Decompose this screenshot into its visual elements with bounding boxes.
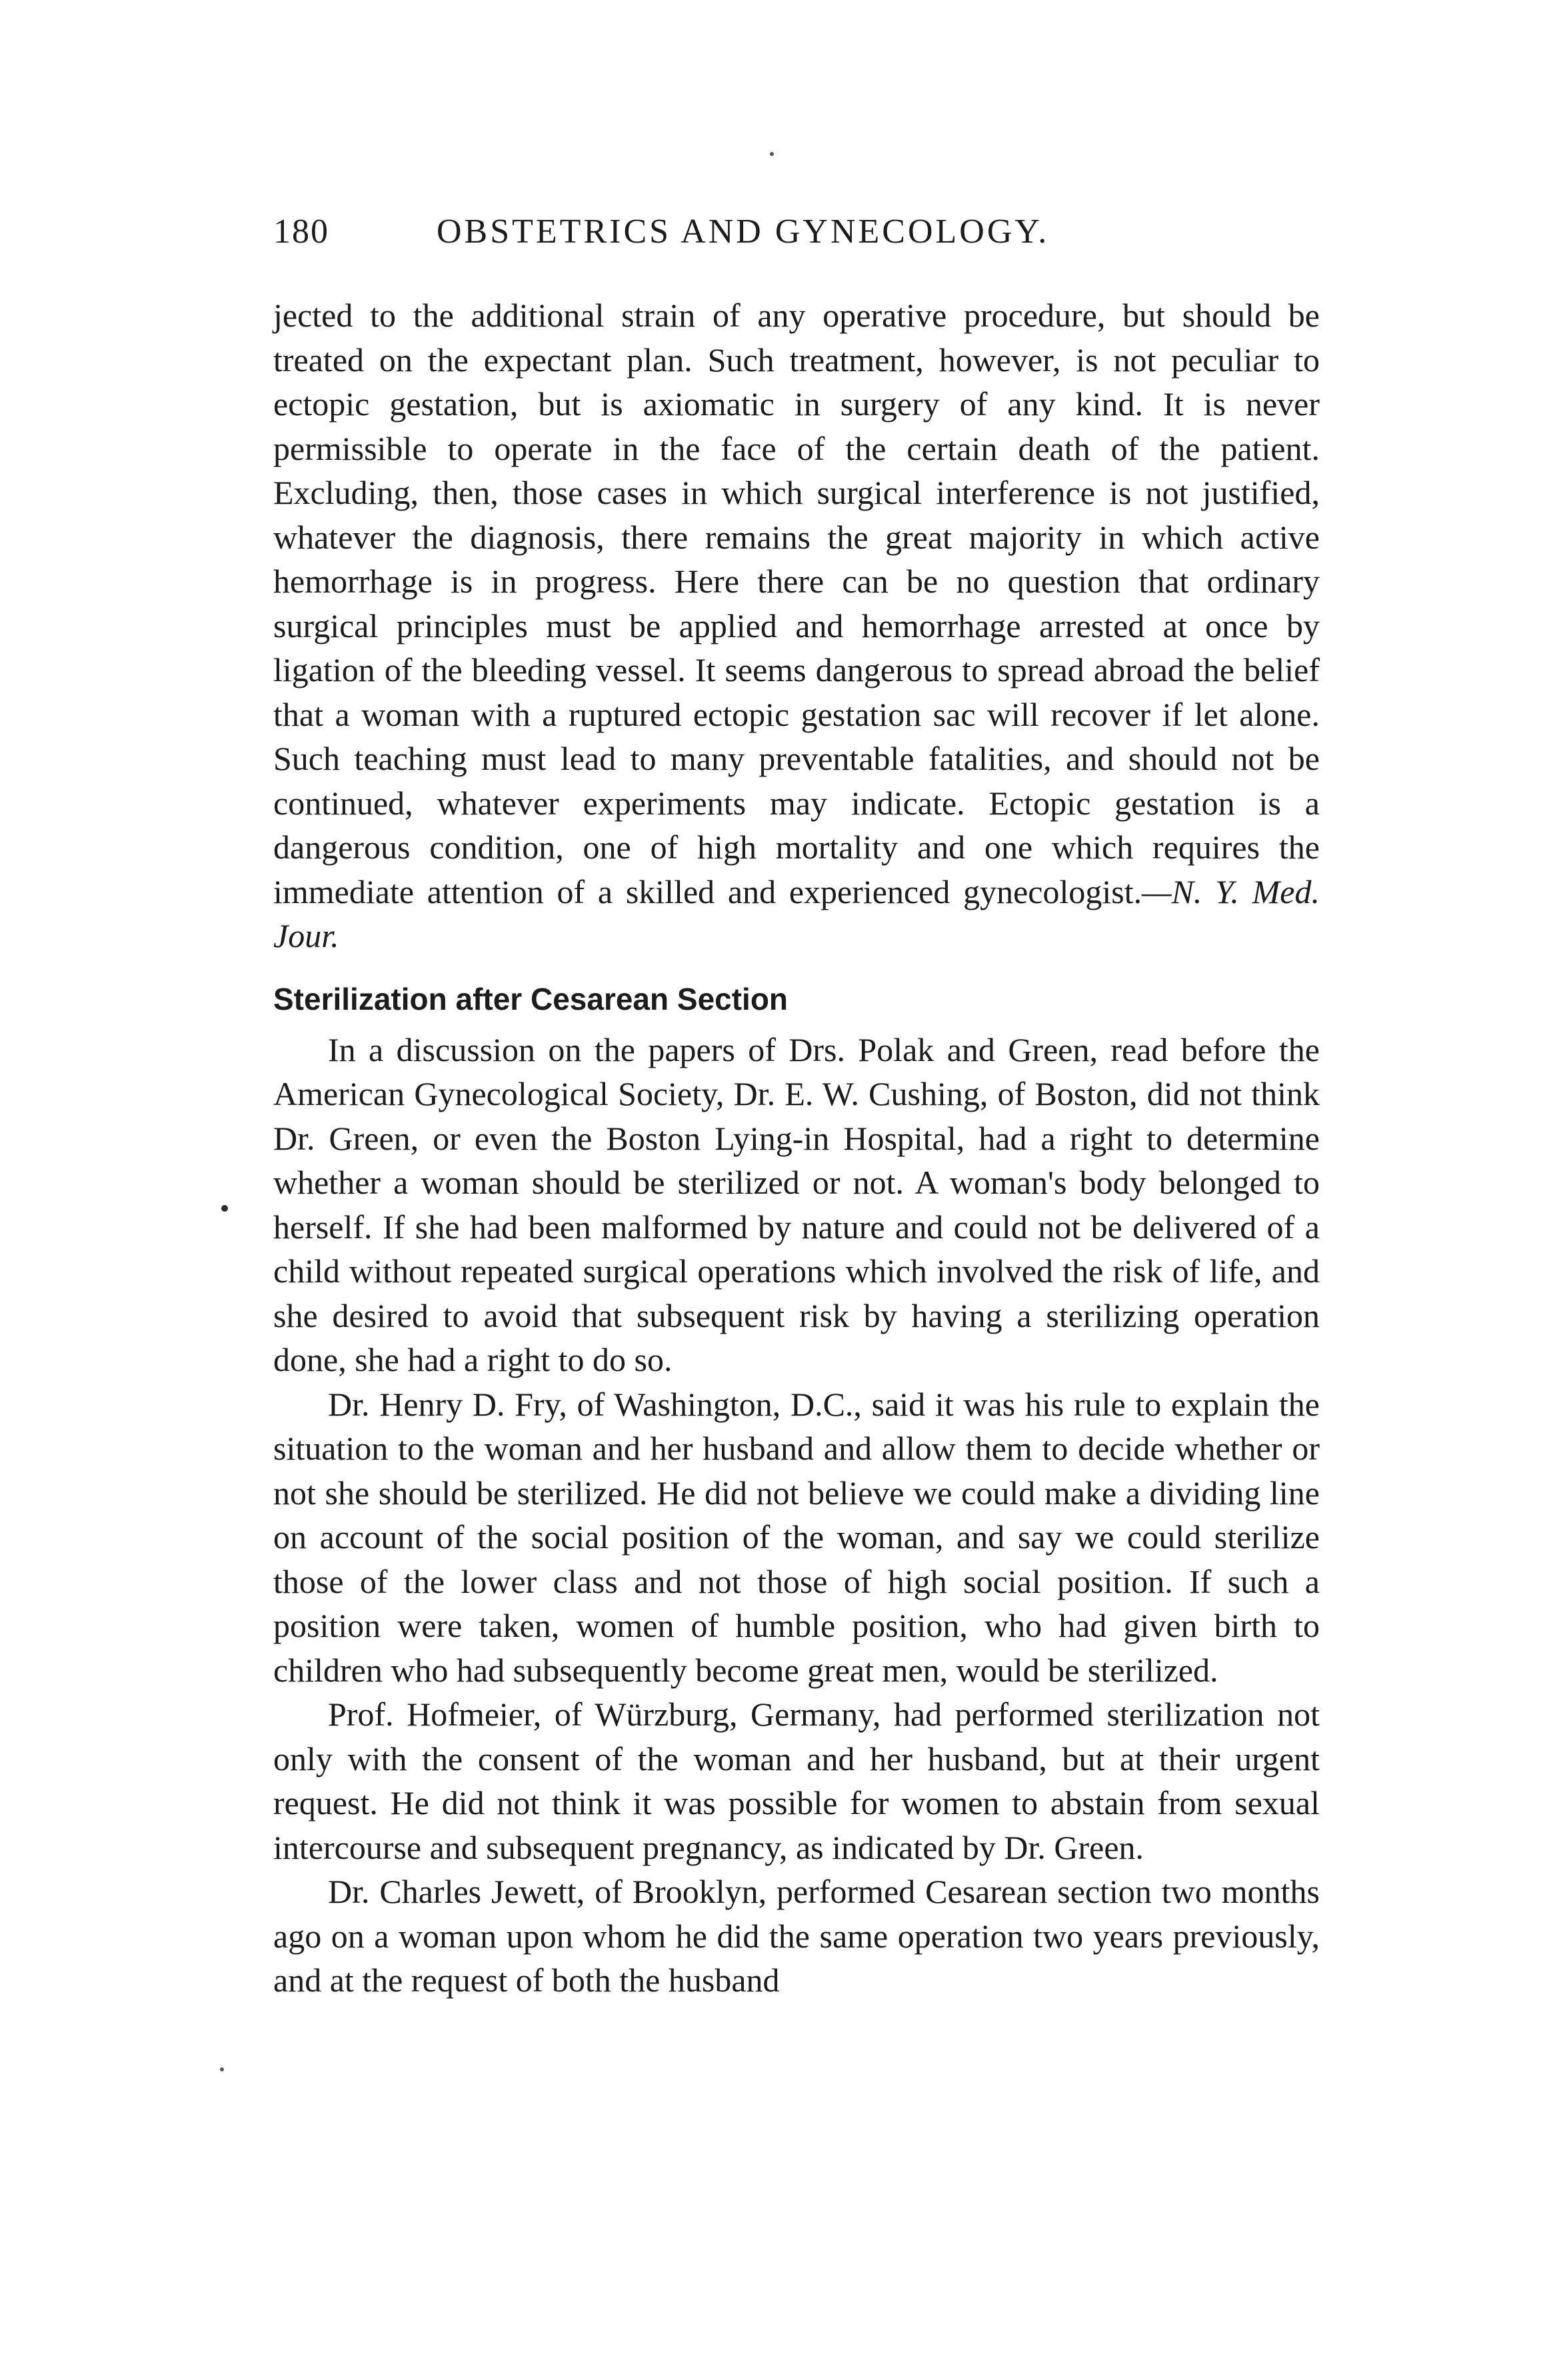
paragraph-fry: Dr. Henry D. Fry, of Washington, D.C., said it was his rule to explain the situation to the woman and her husband and allow them to decide whether or not she should be sterilized. He did not believe we could make a dividing line on account of the social position of the woman, and say we could sterilize those of the lower class and not those of high social position. If such a position were taken, women of humble position, who had given birth to children who had subsequently become great men, would be sterilized. [273, 1385, 1320, 1689]
section-heading: Sterilization after Cesarean Section [273, 981, 788, 1016]
page-number: 180 [273, 213, 329, 251]
margin-speck-lower [220, 2067, 224, 2071]
running-head: OBSTETRICS AND GYNECOLOGY. [437, 213, 1050, 251]
paragraph-text: jected to the additional strain of any operative procedure, but should be treated on the expectant plan. Such treatment, however, is not peculiar to ectopic gestation, but is axiomatic in surgery of any kind. It is never permissible to operate in the face of the certain death of the patient. Excluding, then, those cases in which surgical interference is not justified, whatever the diagnosis, there remains the great majority in which active hemorrhage is in progress. Here there can be no question that ordinary surgical principles must be applied and hemorrhage arrested at once by ligation of the bleeding vessel. It seems dangerous to spread abroad the belief that a woman with a ruptured ectopic gestation sac will recover if let alone. Such teaching must lead to many preventable fatalities, and should not be continued, whatever experiments may indicate. Ectopic gestation is a dangerous condition, one of high mortality and one which requires the immediate attention of a skilled and experienced gynecologist. [273, 297, 1320, 910]
paragraph-jewett: Dr. Charles Jewett, of Brooklyn, performed Cesarean section two months ago on a woman upon whom he did the same operation two years previously, and at the request of both the husband [273, 1873, 1320, 1999]
paragraph-hofmeier: Prof. Hofmeier, of Würzburg, Germany, had performed sterilization not only with the consent of the woman and her husband, but at their urgent request. He did not think it was possible for women to abstain from sexual intercourse and subsequent pregnancy, as indicated by Dr. Green. [273, 1696, 1320, 1866]
paragraph-cushing: In a discussion on the papers of Drs. Polak and Green, read before the American Gynecological Society, Dr. E. W. Cushing, of Boston, did not think Dr. Green, or even the Boston Lying-in Hospital, had a right to determine whether a woman should be sterilized or not. A woman's body belonged to herself. If she had been malformed by nature and could not be delivered of a child without repeated surgical operations which involved the risk of life, and she desired to avoid that subsequent risk by having a sterilizing operation done, she had a right to do so. [273, 1030, 1320, 1378]
margin-bullet-mark [221, 1205, 228, 1212]
body-text [273, 293, 1320, 2003]
page-header [273, 212, 1320, 272]
margin-speck [770, 152, 774, 156]
continued-paragraph [273, 293, 1320, 958]
source-citation: —N. Y. Med. Jour. [273, 872, 1320, 954]
